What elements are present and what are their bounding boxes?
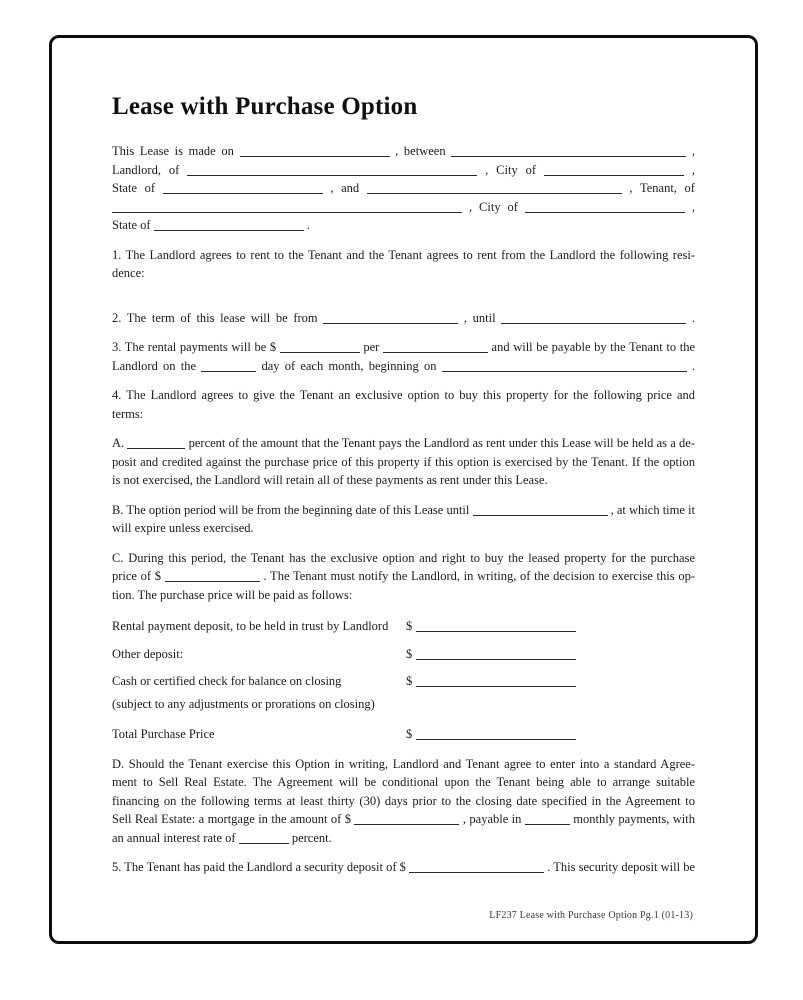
text-line [112, 586, 695, 605]
text-segment: ment to Sell Real Estate. The Agreement will be conditional upon the Tenant being able to arrange suitable [112, 775, 695, 789]
payment-label: Other deposit: [112, 646, 184, 661]
text-segment: 2. The term of this lease will be from [112, 310, 324, 325]
text-segment: , and [322, 181, 367, 195]
text-segment: D. Should the Tenant exercise this Option in writing, Landlord and Tenant agree to enter into a standard Agree- [112, 756, 695, 771]
blank-fill-line [354, 812, 459, 825]
text-line [112, 161, 695, 180]
text-line [112, 434, 695, 453]
form-title: Lease with Purchase Option [112, 93, 418, 120]
payment-row [112, 645, 695, 664]
text-line [112, 216, 695, 235]
blank-fill-line [154, 218, 304, 231]
payment-schedule [112, 617, 695, 744]
blank-fill-line [323, 311, 458, 324]
payment-note: (subject to any adjustments or prorations on closing) [112, 696, 375, 711]
text-segment: percent. [288, 830, 332, 845]
text-line [112, 142, 695, 161]
currency-symbol: $ [406, 619, 413, 633]
text-segment: Landlord on the [112, 358, 202, 373]
blank-fill-line [367, 181, 622, 194]
clause-4b-option-period [112, 501, 695, 538]
clause-2-term [112, 309, 695, 328]
payment-amount [404, 672, 576, 691]
blank-fill-line [383, 340, 488, 353]
text-segment: posit and credited against the purchase price of this property if this option is exercised by the Tenant. If the option [112, 454, 695, 469]
amount-blank-line [416, 674, 576, 687]
text-segment: State of [112, 218, 154, 232]
blank-fill-line [201, 359, 256, 372]
blank-fill-line [112, 200, 462, 213]
payment-label-cell [112, 725, 404, 744]
text-line [112, 453, 695, 472]
form-footer: LF237 Lease with Purchase Option Pg.1 (01-13) [489, 910, 693, 921]
text-line [112, 858, 695, 877]
clause-3-rental-payments [112, 338, 695, 375]
text-line [112, 829, 695, 848]
amount-blank-line [416, 619, 576, 632]
blank-fill-line [451, 144, 686, 157]
blank-fill-line [165, 569, 260, 582]
text-segment: 3. The rental payments will be $ [112, 340, 280, 354]
text-line [112, 357, 695, 376]
clause-5-security-deposit [112, 858, 695, 877]
blank-fill-line [473, 503, 608, 516]
payment-amount [404, 645, 576, 664]
text-segment: , until [458, 310, 502, 325]
currency-symbol: $ [406, 646, 413, 661]
clause-4-option [112, 386, 695, 423]
text-line [112, 246, 695, 265]
amount-blank-line [416, 727, 576, 740]
text-line [112, 549, 695, 568]
blank-fill-line [525, 812, 570, 825]
blank-fill-line [239, 831, 289, 844]
text-segment: financing on the following terms at least thirty (30) days prior to the closing date specified in the Agreement to [112, 793, 695, 808]
blank-fill-line [240, 144, 390, 157]
text-segment: , payable in [459, 812, 525, 826]
text-segment: . This security deposit will be [544, 860, 696, 874]
currency-symbol: $ [406, 674, 413, 688]
text-line [112, 810, 695, 829]
clause-4c-purchase-price [112, 549, 695, 605]
blank-fill-line [187, 163, 477, 176]
text-segment: an annual interest rate of [112, 830, 239, 845]
text-segment: This Lease is made on [112, 144, 240, 158]
clause-4a-deposit-percent [112, 434, 695, 490]
blank-fill-line [409, 860, 544, 873]
text-line [112, 198, 695, 217]
text-segment: . [686, 310, 695, 325]
text-segment: , Tenant, of [621, 181, 695, 195]
text-line [112, 567, 695, 586]
text-segment: terms: [112, 406, 144, 421]
payment-row [112, 672, 695, 713]
text-segment: B. The option period will be from the beginning date of this Lease until [112, 502, 473, 517]
blank-fill-line [544, 163, 684, 176]
text-segment: tion. The purchase price will be paid as follows: [112, 587, 353, 602]
blank-fill-line [442, 359, 687, 372]
text-segment: is not exercised, the Landlord will retain all of these payments as rent under this Lease. [112, 473, 548, 487]
text-line [112, 264, 695, 283]
text-segment: , [686, 144, 696, 158]
blank-fill-line [127, 436, 185, 449]
payment-amount [404, 725, 576, 744]
text-segment: , City of [477, 162, 544, 177]
text-line [112, 309, 695, 328]
text-segment: , [684, 199, 696, 214]
text-segment: , [683, 162, 695, 177]
text-segment: . [303, 218, 310, 232]
text-line [112, 471, 695, 490]
text-segment: A. [112, 436, 128, 450]
text-line [112, 773, 695, 792]
amount-blank-line [416, 647, 576, 660]
blank-fill-line [525, 200, 685, 213]
intro-paragraph [112, 142, 695, 235]
text-segment: day of each month, beginning on [256, 358, 442, 373]
text-segment: and will be payable by the Tenant to the [487, 340, 695, 354]
form-page [49, 35, 758, 944]
text-segment: 1. The Landlord agrees to rent to the Tenant and the Tenant agrees to rent from the Landlord the following resi- [112, 247, 695, 262]
text-line [112, 386, 695, 405]
text-line [112, 338, 695, 357]
text-line [112, 501, 695, 520]
text-line [112, 179, 695, 198]
text-segment: C. During this period, the Tenant has the exclusive option and right to buy the leased property for the purchase [112, 550, 695, 565]
payment-label-cell [112, 672, 404, 713]
text-segment: per [359, 340, 383, 354]
payment-row [112, 725, 695, 744]
text-segment: dence: [112, 266, 145, 280]
blank-fill-line [163, 181, 323, 194]
text-segment: price of $ [112, 569, 165, 583]
text-segment: 5. The Tenant has paid the Landlord a security deposit of $ [112, 860, 410, 874]
text-segment: State of [112, 181, 163, 195]
text-segment: percent of the amount that the Tenant pays the Landlord as rent under this Lease will be held as a de- [185, 436, 696, 450]
text-segment: , between [389, 144, 452, 158]
text-segment: , at which time it [607, 502, 695, 517]
text-segment: 4. The Landlord agrees to give the Tenant an exclusive option to buy this property for the following price and [112, 388, 695, 402]
text-segment: . [686, 358, 695, 373]
clause-1-residence [112, 246, 695, 283]
text-line [112, 519, 695, 538]
blank-fill-line [501, 311, 686, 324]
text-segment: , City of [462, 199, 525, 214]
blank-fill-line [280, 340, 360, 353]
text-segment: will expire unless exercised. [112, 521, 254, 535]
text-line [112, 755, 695, 774]
text-segment: Landlord, of [112, 162, 188, 177]
payment-amount [404, 617, 576, 636]
text-line [112, 405, 695, 424]
text-line [112, 792, 695, 811]
currency-symbol: $ [406, 727, 413, 741]
clause-4d-agreement [112, 755, 695, 848]
payment-label: Cash or certified check for balance on closing [112, 674, 342, 688]
payment-label: Total Purchase Price [112, 727, 215, 741]
payment-label: Rental payment deposit, to be held in trust by Landlord [112, 619, 389, 633]
text-segment: monthly payments, with [569, 812, 695, 826]
text-segment: Sell Real Estate: a mortgage in the amount of $ [112, 812, 355, 826]
payment-label-cell [112, 617, 404, 636]
payment-label-cell [112, 645, 404, 664]
text-segment: . The Tenant must notify the Landlord, in writing, of the decision to exercise this op- [259, 569, 695, 583]
payment-row [112, 617, 695, 636]
